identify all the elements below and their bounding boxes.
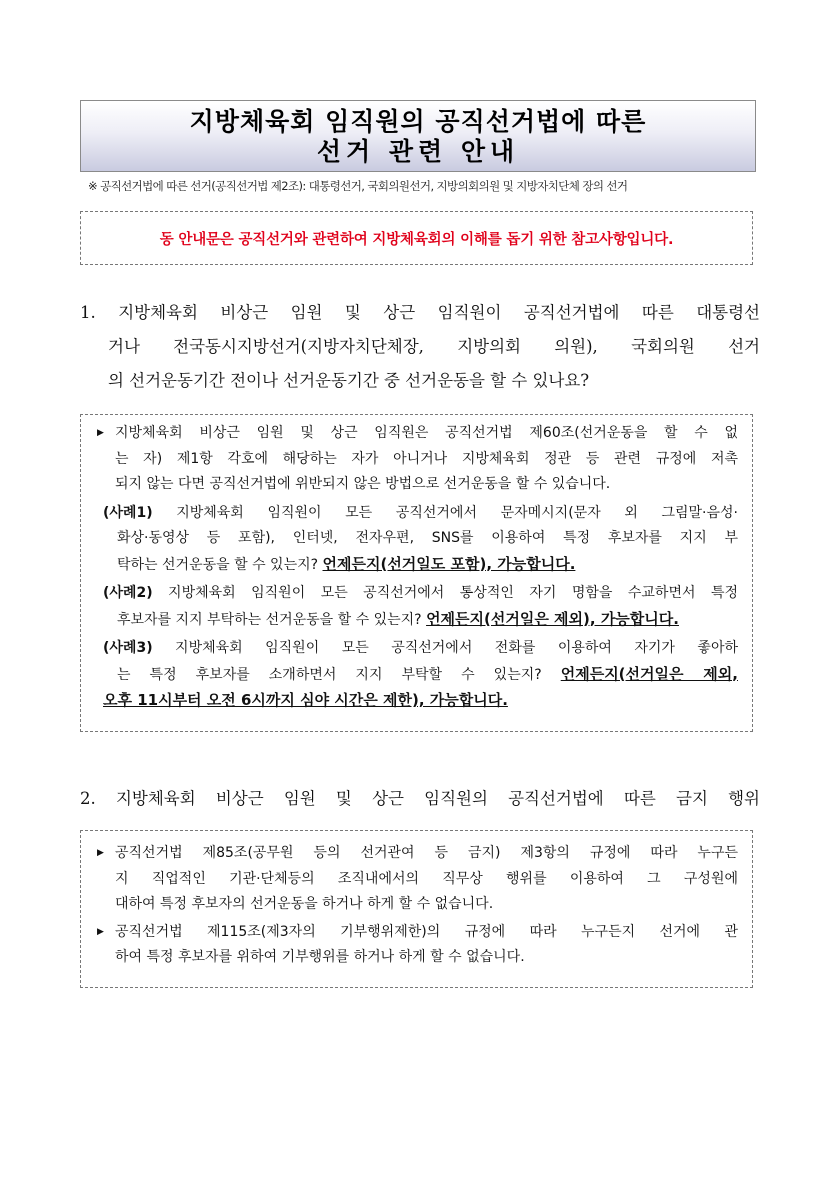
title-box bbox=[80, 100, 756, 172]
case-3-answer-part-1: 언제든지(선거일은 제외, bbox=[560, 664, 738, 683]
answer-2-item-2 bbox=[95, 920, 738, 971]
election-law-note: ※ 공직선거법에 따른 선거(공직선거법 제2조): 대통령선거, 국회의원선거, 지방의회의원 및 지방자치단체 장의 선거 bbox=[88, 179, 628, 193]
case-3-line-2: 는 특정 후보자를 소개하면서 지지 부탁할 수 있는지? bbox=[117, 666, 561, 683]
answer-2-item-2-line-1: 공직선거법 제115조(제3자의 기부행위제한)의 규정에 따라 누구든지 선거에 관 bbox=[115, 923, 738, 940]
notice-box bbox=[80, 211, 753, 265]
triangle-right-icon: ▶ bbox=[97, 848, 104, 858]
case-1-answer: 언제든지(선거일도 포함), 가능합니다. bbox=[322, 554, 576, 573]
case-1-line-1: 지방체육회 임직원이 모든 공직선거에서 문자메시지(문자 외 그림말·음성· bbox=[152, 504, 738, 521]
answer-2-item-1-line-1: 공직선거법 제85조(공무원 등의 선거관여 등 금지) 제3항의 규정에 따라 누구든 bbox=[115, 845, 738, 861]
triangle-right-icon: ▶ bbox=[97, 926, 104, 937]
answer-2-box bbox=[80, 830, 753, 988]
title-line-2: 선거 관련 안내 bbox=[316, 137, 520, 166]
answer-1-box bbox=[80, 414, 753, 732]
answer-2-item-1-line-2: 지 직업적인 기관·단체등의 조직내에서의 직무상 행위를 이용하여 그 구성원에 bbox=[115, 870, 738, 887]
question-1-line-3: 의 선거운동기간 전이나 선거운동기간 중 선거운동을 할 수 있나요? bbox=[108, 371, 590, 390]
case-2-line-2: 후보자를 지지 부탁하는 선거운동을 할 수 있는지? bbox=[117, 611, 427, 628]
case-3-line-1: 지방체육회 임직원이 모든 공직선거에서 전화를 이용하여 자기가 좋아하 bbox=[152, 640, 738, 656]
answer-2-item-1-line-3: 대하여 특정 후보자의 선거운동을 하거나 하게 할 수 없습니다. bbox=[115, 896, 494, 912]
answer-2-item-2-line-2: 하여 특정 후보자를 위하여 기부행위를 하거나 하게 할 수 없습니다. bbox=[115, 949, 525, 965]
title-line-1: 지방체육회 임직원의 공직선거법에 따른 bbox=[189, 107, 647, 136]
case-3-answer-part-2: 오후 11시부터 오전 6시까지 심야 시간은 제한), 가능합니다. bbox=[103, 691, 508, 709]
case-2 bbox=[95, 581, 738, 633]
answer-1-bullet bbox=[95, 421, 738, 498]
answer-1-line-2: 는 자) 제1항 각호에 해당하는 자가 아니거나 지방체육회 정관 등 관련 규정에 저촉 bbox=[115, 450, 738, 467]
question-1 bbox=[80, 296, 760, 398]
triangle-right-icon: ▶ bbox=[97, 428, 104, 438]
case-2-line-1: 지방체육회 임직원이 모든 공직선거에서 통상적인 자기 명함을 수교하면서 특정 bbox=[152, 585, 738, 601]
question-1-line-1: 1. 지방체육회 비상근 임원 및 상근 임직원이 공직선거법에 따른 대통령선 bbox=[80, 303, 760, 322]
case-1-line-3: 탁하는 선거운동을 할 수 있는지? bbox=[117, 556, 323, 573]
answer-2-item-1 bbox=[95, 841, 738, 918]
case-3-label: (사례3) bbox=[103, 640, 153, 656]
case-1-label: (사례1) bbox=[103, 504, 153, 521]
notice-text: 동 안내문은 공직선거와 관련하여 지방체육회의 이해를 돕기 위한 참고사항입니다. bbox=[159, 231, 674, 248]
case-2-answer: 언제든지(선거일은 제외), 가능합니다. bbox=[426, 609, 679, 628]
answer-1-line-1: 지방체육회 비상근 임원 및 상근 임직원은 공직선거법 제60조(선거운동을 할 수 없 bbox=[115, 425, 738, 441]
question-2 bbox=[80, 782, 760, 816]
question-1-line-2: 거나 전국동시지방선거(지방자치단체장, 지방의회 의원), 국회의원 선거 bbox=[108, 337, 760, 356]
case-1-line-2: 화상·동영상 등 포함), 인터넷, 전자우편, SNS를 이용하여 특정 후보자를 지지 부 bbox=[117, 530, 738, 546]
question-2-line-1: 2. 지방체육회 비상근 임원 및 상근 임직원의 공직선거법에 따른 금지 행위 bbox=[80, 789, 760, 808]
case-3 bbox=[95, 636, 738, 715]
answer-1-line-3: 되지 않는 다면 공직선거법에 위반되지 않은 방법으로 선거운동을 할 수 있습니다. bbox=[115, 476, 611, 492]
case-1 bbox=[95, 501, 738, 579]
case-2-label: (사례2) bbox=[103, 585, 153, 601]
